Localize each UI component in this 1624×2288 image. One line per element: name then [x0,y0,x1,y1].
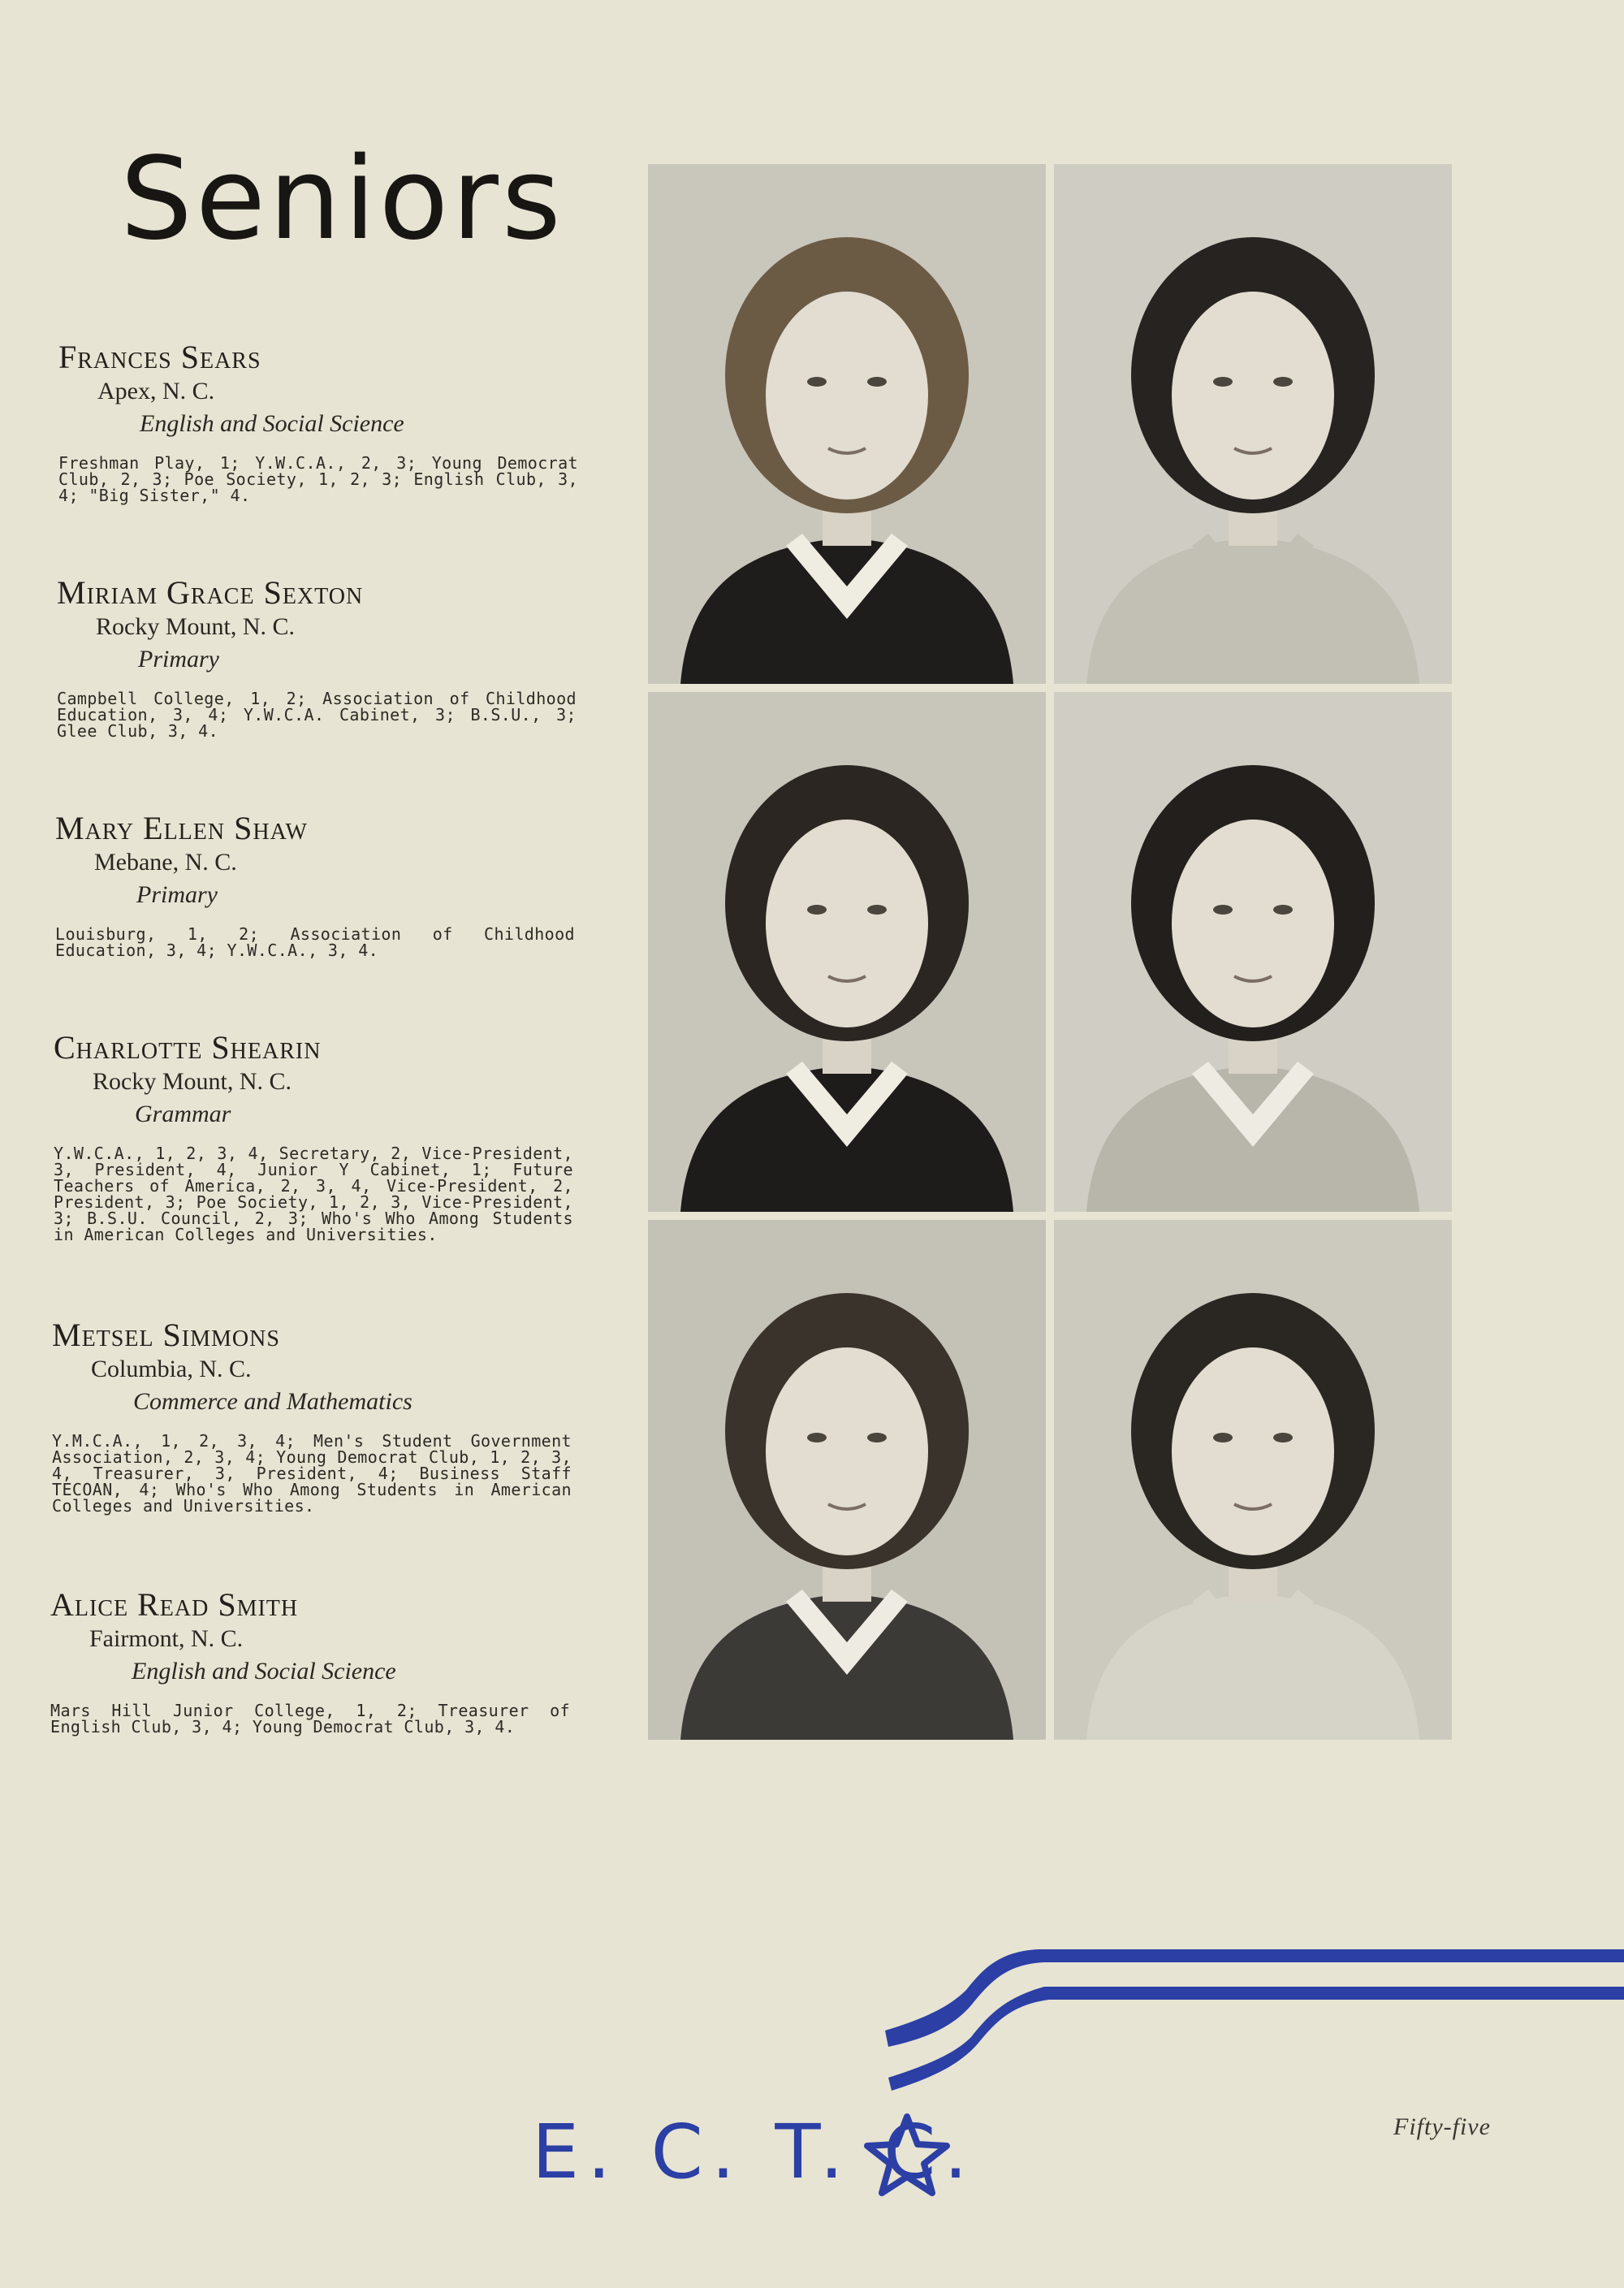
portrait-eye [867,1433,887,1442]
senior-major: English and Social Science [132,1658,396,1685]
senior-name: Metsel Simmons [52,1317,280,1353]
senior-activities: Y.W.C.A., 1, 2, 3, 4, Secretary, 2, Vice-President, 3, President, 4, Junior Y Cabinet, 1; Future Teachers of America, 2, 3, 4, Vice-President, 2, President, 3; Poe Society, 1, 2, 3, Vice-President, 3; B.S.U. Council, 2, 3; Who's Who Among Students in American Colleges and Universities. [54,1144,573,1244]
star-icon [862,2112,952,2198]
senior-hometown: Apex, N. C. [97,378,215,404]
ribbon-decoration-icon [877,1933,1624,2096]
senior-major: Primary [138,646,219,673]
portrait-eye [1273,377,1293,387]
portrait-eye [1213,377,1233,387]
senior-entry [55,811,575,958]
portrait-eye [1213,1433,1233,1442]
senior-major: Grammar [135,1101,231,1127]
portrait-eye [1213,905,1233,915]
senior-activities: Freshman Play, 1; Y.W.C.A., 2, 3; Young Democrat Club, 2, 3; Poe Society, 1, 2, 3; English Club, 3, 4; "Big Sister," 4. [58,453,578,505]
portrait-photo [648,164,1046,684]
college-logo: E. C. T. C. [532,2109,976,2195]
senior-entry [52,1317,572,1514]
portrait-eye [807,377,827,387]
senior-hometown: Mebane, N. C. [94,849,237,876]
portrait-photo [1054,164,1452,684]
portrait-photo-icon [648,692,1046,1212]
portrait-face [1172,1347,1334,1555]
portrait-photo-icon [1054,692,1452,1212]
senior-entry [54,1030,573,1243]
portrait-eye [1273,905,1293,915]
page-number: Fifty-five [1393,2113,1491,2140]
portrait-grid [648,164,1452,1740]
portrait-eye [807,905,827,915]
portrait-face [1172,820,1334,1027]
senior-name: Miriam Grace Sexton [57,574,364,611]
portrait-photo [1054,1220,1452,1740]
portrait-eye [867,905,887,915]
senior-entry [58,340,578,504]
portrait-face [766,292,928,500]
senior-activities: Mars Hill Junior College, 1, 2; Treasurer of English Club, 3, 4; Young Democrat Club, 3, 4. [50,1701,570,1737]
senior-activities: Y.M.C.A., 1, 2, 3, 4; Men's Student Government Association, 2, 3, 4; Young Democrat Club, 1, 2, 3, 4, Treasurer, 3, President, 4; Business Staff TECOAN, 4; Who's Who Among Students in American Colleges and Universities. [52,1431,572,1516]
portrait-eye [807,1433,827,1442]
portrait-photo-icon [648,1220,1046,1740]
portrait-face [766,1347,928,1555]
portrait-photo [1054,692,1452,1212]
senior-entry [50,1587,570,1735]
page-title: Seniors [120,133,564,266]
portrait-eye [1273,1433,1293,1442]
portrait-face [1172,292,1334,500]
senior-name: Alice Read Smith [50,1586,299,1623]
portrait-photo-icon [648,164,1046,684]
senior-hometown: Fairmont, N. C. [89,1625,244,1652]
senior-major: English and Social Science [140,410,404,437]
portrait-photo [648,1220,1046,1740]
senior-hometown: Columbia, N. C. [91,1356,252,1382]
portrait-photo-icon [1054,1220,1452,1740]
senior-hometown: Rocky Mount, N. C. [93,1068,292,1095]
portrait-photo [648,692,1046,1212]
senior-major: Primary [136,881,218,908]
portrait-eye [867,377,887,387]
portrait-photo-icon [1054,164,1452,684]
senior-name: Frances Sears [58,339,261,375]
senior-major: Commerce and Mathematics [133,1388,412,1415]
portrait-face [766,820,928,1027]
senior-name: Charlotte Shearin [54,1029,322,1066]
senior-name: Mary Ellen Shaw [55,810,308,846]
senior-activities: Louisburg, 1, 2; Association of Childhood Education, 3, 4; Y.W.C.A., 3, 4. [55,924,575,960]
senior-activities: Campbell College, 1, 2; Association of Childhood Education, 3, 4; Y.W.C.A. Cabinet, 3; B.S.U., 3; Glee Club, 3, 4. [57,689,577,741]
senior-hometown: Rocky Mount, N. C. [96,613,296,640]
senior-entry [57,575,577,739]
